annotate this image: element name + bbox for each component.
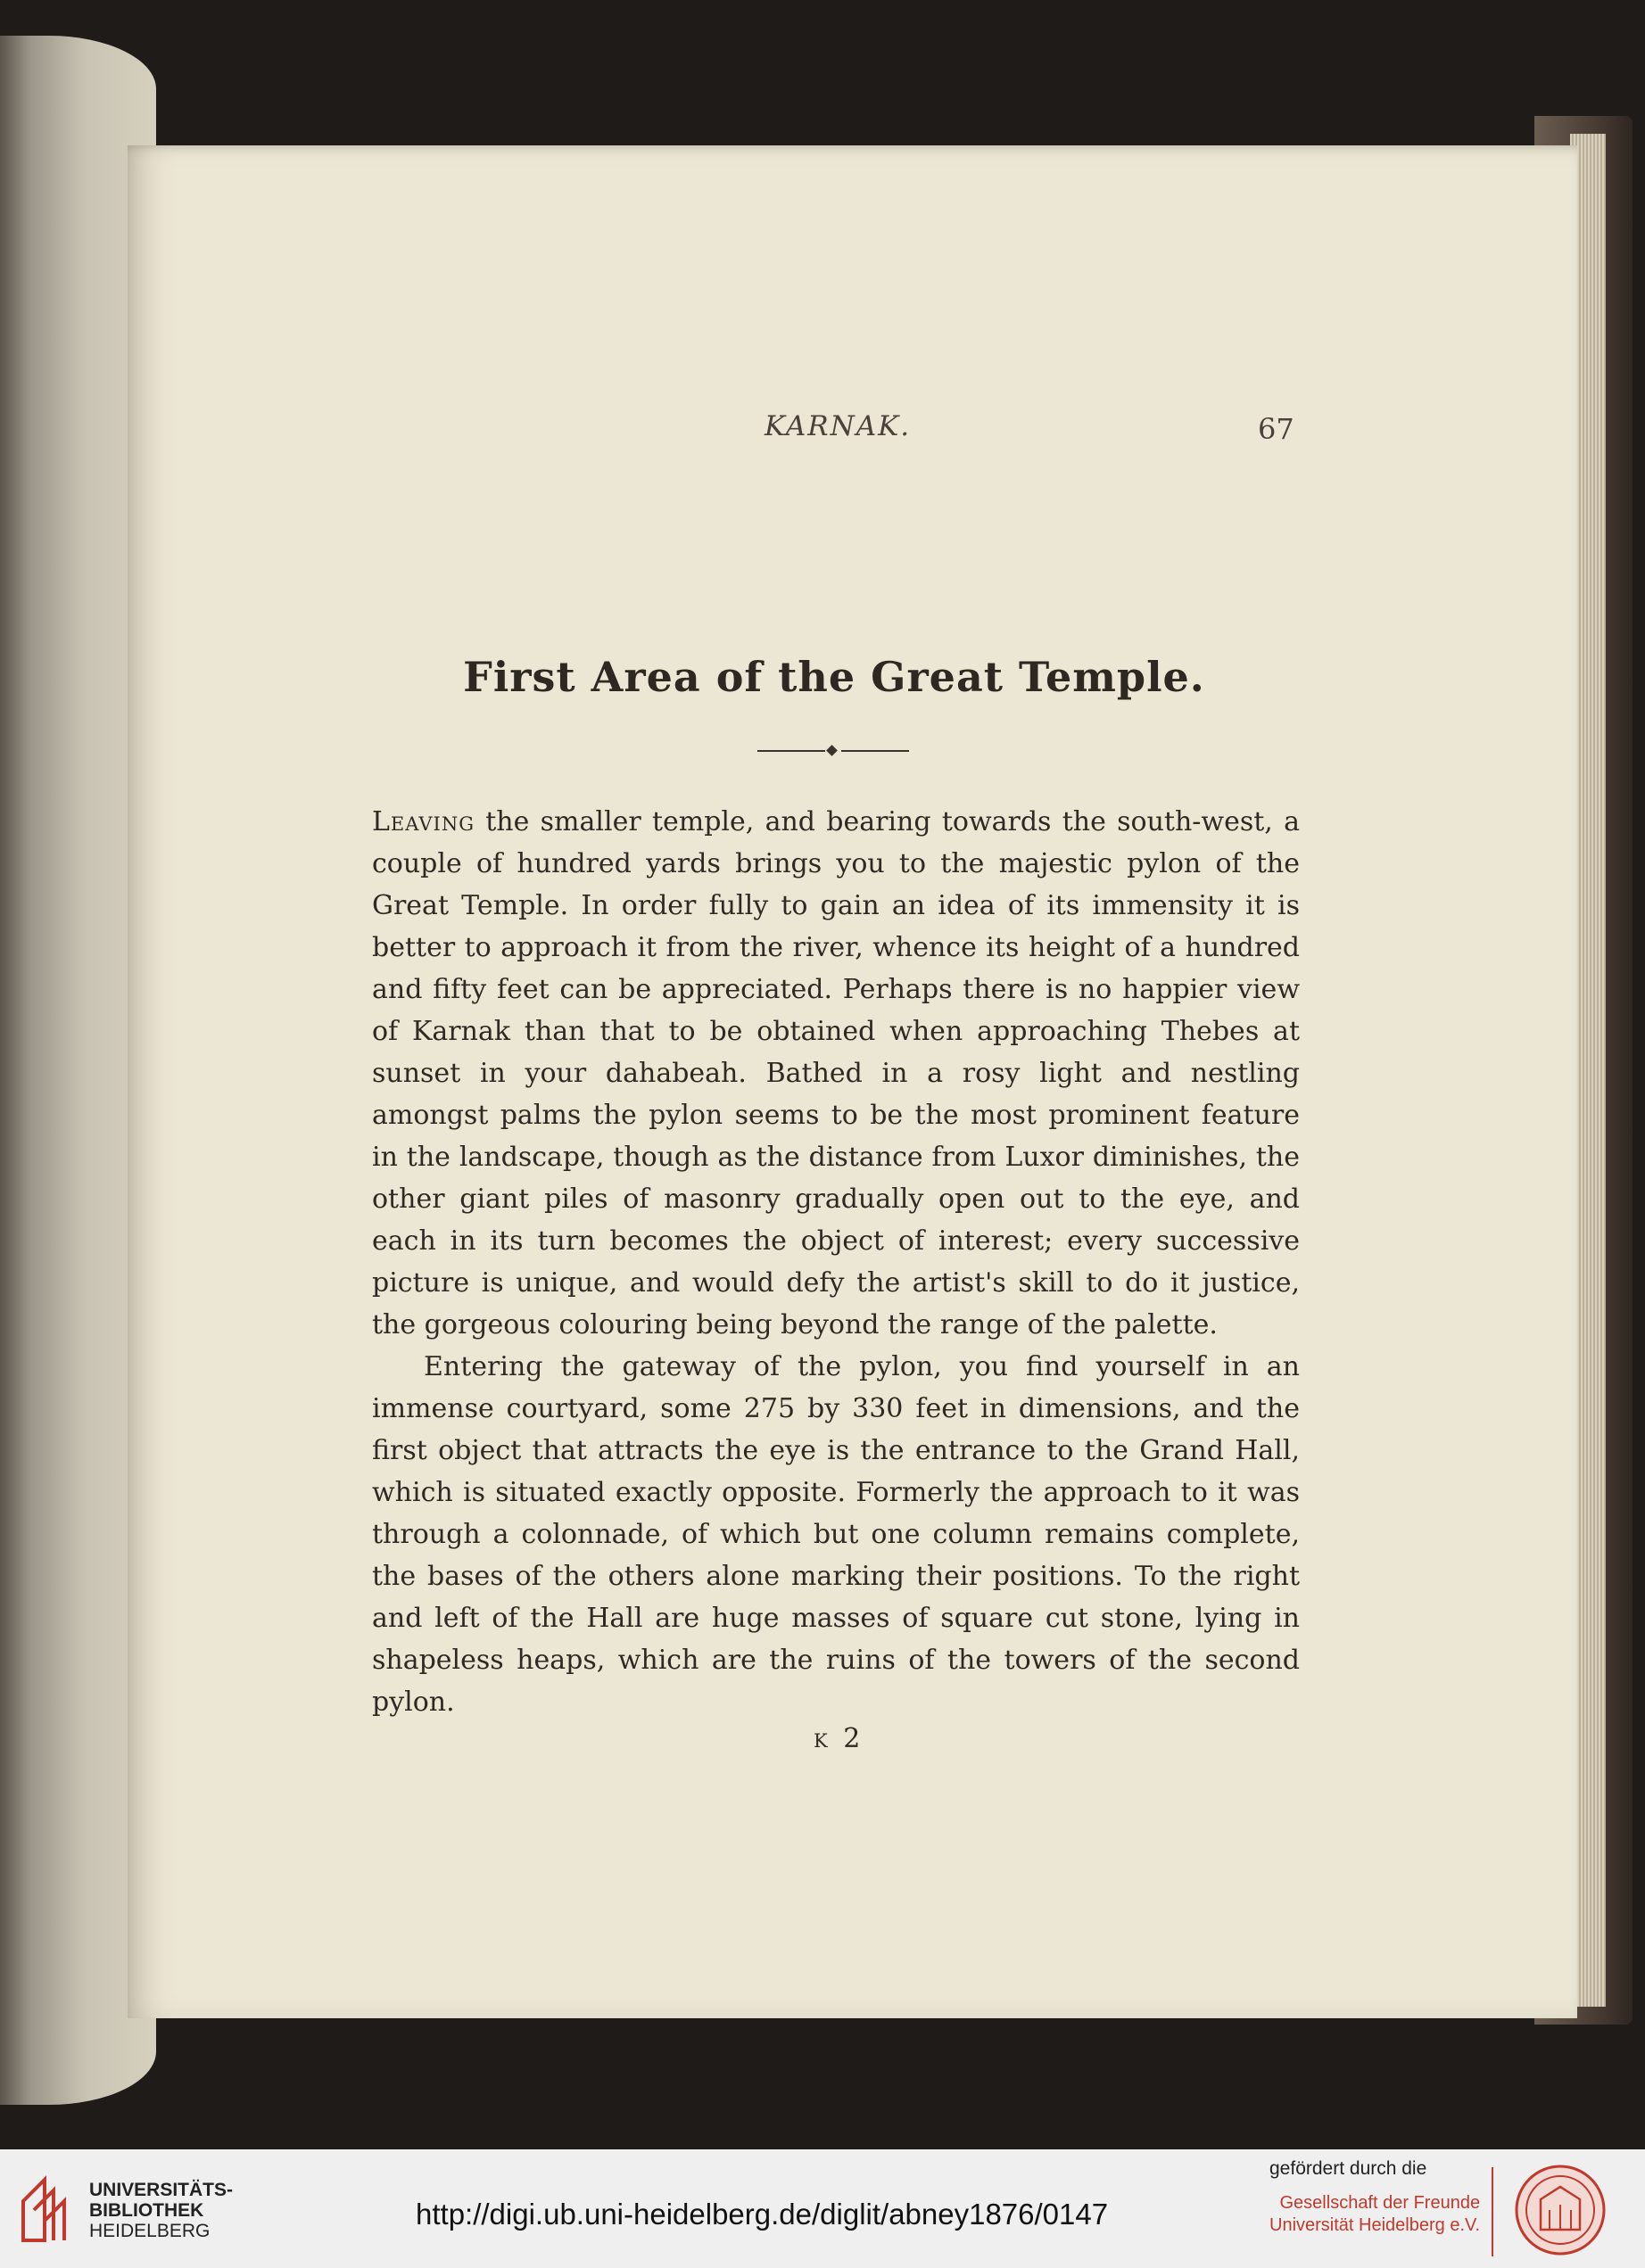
- paragraph-text: Entering the gateway of the pylon, you find yourself in an immense courtyard, some 275 by 330 feet in dimensions, and the first object that attracts the eye is the entrance to the Grand Hall, which is situated exactly opposite. Formerly the approach to it was through a colonnade, of which but one column remains complete, the bases of the others alone marking their positions. To the right and left of the Hall are huge masses of square cut stone, lying in shapeless heaps, which are the ruins of the towers of the second pylon.: [372, 1351, 1300, 1718]
- permalink[interactable]: http://digi.ub.uni-heidelberg.de/diglit/abney1876/0147: [416, 2198, 1109, 2231]
- page-number: 67: [1258, 412, 1294, 446]
- paragraph-lead: Leaving: [372, 806, 475, 837]
- footer-divider: [1492, 2167, 1493, 2256]
- paragraph-2: [372, 1346, 1300, 1723]
- sponsor-label: gefördert durch die: [1269, 2158, 1427, 2179]
- university-seal-icon: [1514, 2164, 1607, 2256]
- library-logo-icon: [18, 2174, 77, 2246]
- body-text: [372, 801, 1300, 1723]
- sponsor-block: [1269, 2158, 1480, 2237]
- chapter-title: First Area of the Great Temple.: [463, 653, 1205, 701]
- sponsor-org: Gesellschaft der Freunde Universität Heidelberg e.V.: [1269, 2193, 1481, 2235]
- signature-mark: k 2: [814, 1723, 864, 1754]
- paragraph-1: [372, 801, 1300, 1346]
- footer-bar: [0, 2149, 1645, 2268]
- paragraph-text: the smaller temple, and bearing towards the south-west, a couple of hundred yards brings you to the majestic pylon of the Great Temple. In order fully to gain an idea of its immensity it is better to approach it from the river, whence its height of a hundred and fifty feet can be appreciated. Perhaps there is no happier view of Karnak than that to be obtained when approaching Thebes at sunset in your dahabeah. Bathed in a rosy light and nestling amongst palms the pylon seems to be the most prominent feature in the landscape, though as the distance from Luxor diminishes, the other giant piles of masonry gradually open out to the eye, and each in its turn becomes the object of interest; every successive picture is unique, and would defy the artist's skill to do it justice, the gorgeous colouring being beyond the range of the palette.: [372, 806, 1300, 1340]
- library-name: UNIVERSITÄTS- BIBLIOTHEK HEIDELBERG: [89, 2180, 234, 2241]
- title-ornament: [757, 746, 909, 756]
- running-head: KARNAK.: [765, 410, 912, 442]
